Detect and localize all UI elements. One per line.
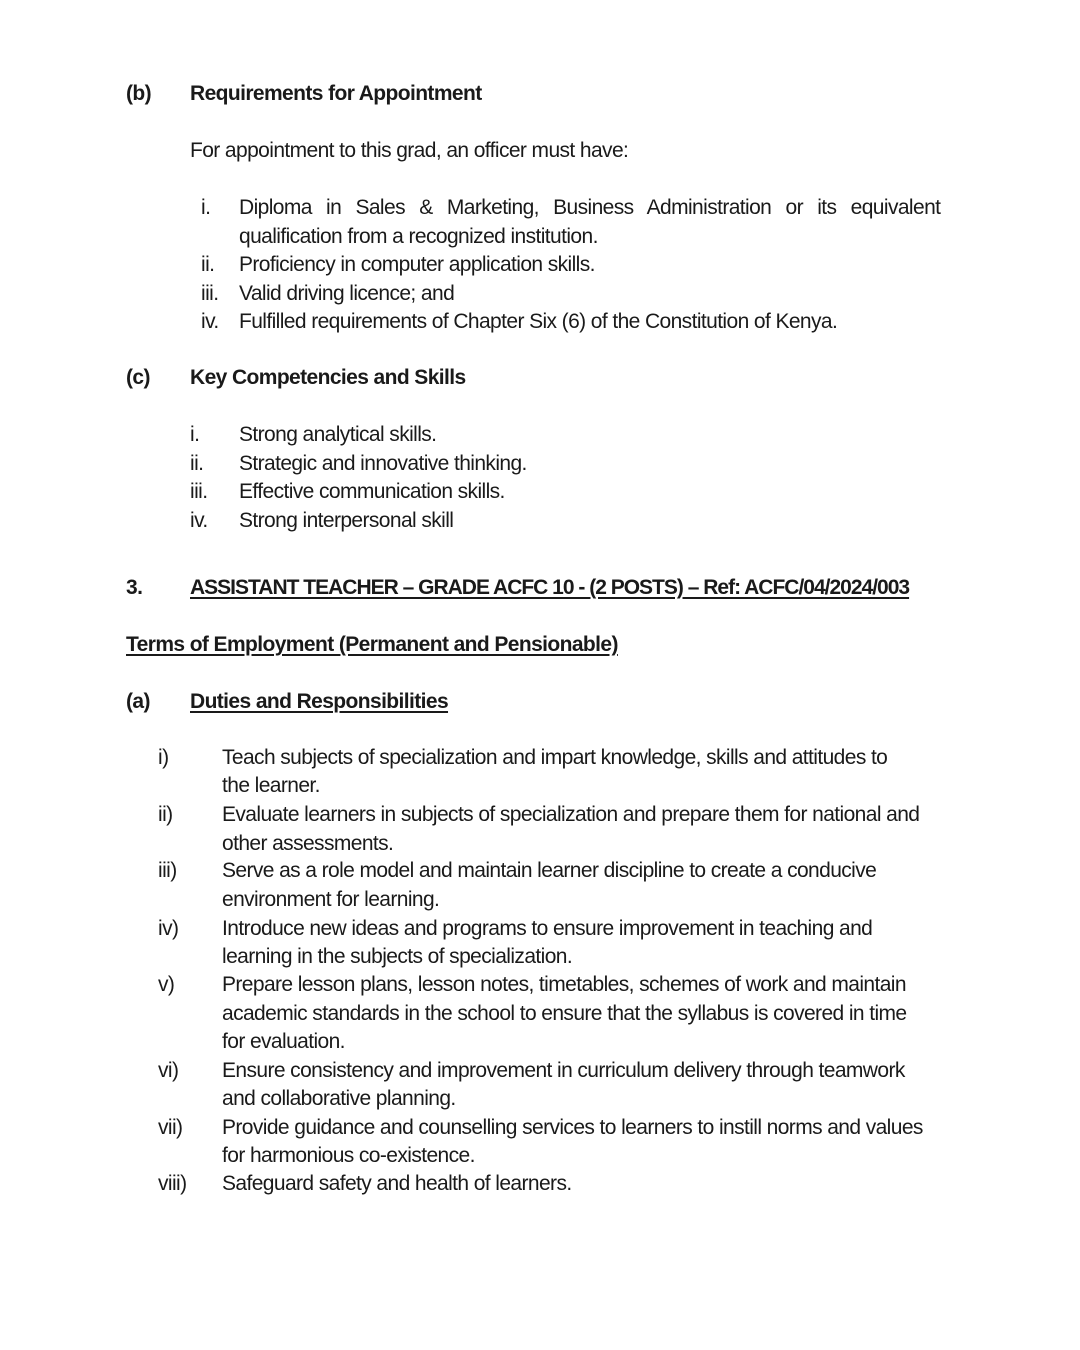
list-item-text: environment for learning.: [222, 888, 440, 911]
list-item-text: Safeguard safety and health of learners.: [222, 1172, 572, 1195]
list-item-number: vi): [158, 1059, 179, 1082]
list-item-text: Fulfilled requirements of Chapter Six (6) of the Constitution of Kenya.: [239, 310, 838, 333]
list-item-text: Proficiency in computer application skills.: [239, 253, 595, 276]
list-item-text: and collaborative planning.: [222, 1087, 456, 1110]
list-item-number: i.: [201, 196, 211, 219]
duties-heading: Duties and Responsibilities: [190, 690, 449, 713]
list-item-text: Ensure consistency and improvement in curriculum delivery through teamwork: [222, 1059, 905, 1082]
section-b-intro: For appointment to this grad, an officer must have:: [190, 139, 629, 162]
list-item-number: i): [158, 746, 169, 769]
list-item-number: iv.: [201, 310, 219, 333]
list-item-text: other assessments.: [222, 832, 394, 855]
list-item-number: iv): [158, 917, 179, 940]
list-item-text: Teach subjects of specialization and impart knowledge, skills and attitudes to: [222, 746, 888, 769]
position-title: ASSISTANT TEACHER – GRADE ACFC 10 - (2 POSTS) – Ref: ACFC/04/2024/003: [190, 576, 910, 599]
list-item-number: iii.: [201, 282, 219, 305]
req-1-line1: Diploma in Sales & Marketing, Business Administration or its equivalent: [239, 196, 941, 219]
list-item-number: viii): [158, 1172, 187, 1195]
section-c-heading: Key Competencies and Skills: [190, 366, 466, 389]
section-b-heading: Requirements for Appointment: [190, 82, 482, 105]
list-item-number: ii.: [201, 253, 215, 276]
duties-marker: (a): [126, 690, 150, 713]
list-item-text: Introduce new ideas and programs to ensure improvement in teaching and: [222, 917, 873, 940]
list-item-text: Strong analytical skills.: [239, 423, 437, 446]
list-item-number: v): [158, 973, 175, 996]
list-item-text: for evaluation.: [222, 1030, 345, 1053]
list-item-text: Prepare lesson plans, lesson notes, timetables, schemes of work and maintain: [222, 973, 906, 996]
list-item-text: for harmonious co-existence.: [222, 1144, 475, 1167]
req-1-line2: qualification from a recognized institution.: [239, 225, 598, 248]
list-item-number: ii): [158, 803, 173, 826]
terms-of-employment: Terms of Employment (Permanent and Pensionable): [126, 633, 618, 656]
list-item-number: iii.: [190, 480, 208, 503]
list-item-text: the learner.: [222, 774, 320, 797]
list-item-text: Strategic and innovative thinking.: [239, 452, 527, 475]
list-item-number: vii): [158, 1116, 183, 1139]
list-item-text: Effective communication skills.: [239, 480, 505, 503]
list-item-text: [239, 196, 954, 220]
list-item-number: iii): [158, 859, 177, 882]
list-item-number: iv.: [190, 509, 208, 532]
list-item-text: Provide guidance and counselling services to learners to instill norms and values: [222, 1116, 923, 1139]
section-b-marker: (b): [126, 82, 152, 105]
list-item-text: Evaluate learners in subjects of specialization and prepare them for national and: [222, 803, 920, 826]
list-item-number: ii.: [190, 452, 204, 475]
list-item-text: Strong interpersonal skill: [239, 509, 454, 532]
position-number: 3.: [126, 576, 143, 599]
list-item-number: i.: [190, 423, 200, 446]
list-item-text: learning in the subjects of specialization.: [222, 945, 573, 968]
list-item-text: Valid driving licence; and: [239, 282, 455, 305]
list-item-text: Serve as a role model and maintain learner discipline to create a conducive: [222, 859, 877, 882]
section-c-marker: (c): [126, 366, 150, 389]
list-item-text: academic standards in the school to ensure that the syllabus is covered in time: [222, 1002, 907, 1025]
